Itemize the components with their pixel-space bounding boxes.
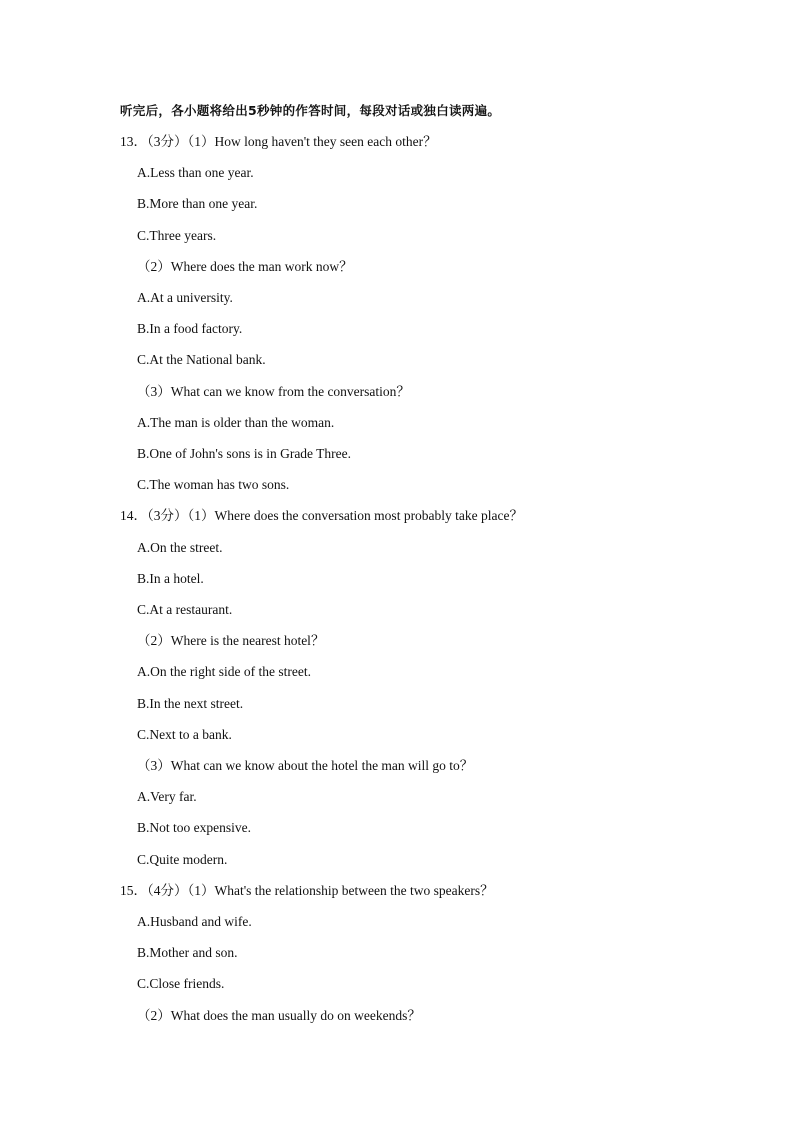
answer-option: B.Not too expensive. — [137, 820, 251, 836]
answer-option: A.The man is older than the woman. — [137, 414, 335, 430]
answer-option: A.Very far. — [137, 789, 197, 805]
answer-option: C.Quite modern. — [137, 851, 228, 867]
answer-option: B.In the next street. — [137, 695, 244, 711]
instructions-text: 听完后，各小题将给出5秒钟的作答时间，每段对话或独白读两遍。 — [120, 103, 501, 118]
question-heading: 14．（3分）（1）Where does the conversation most probably take place？ — [120, 508, 524, 524]
answer-option: A.On the right side of the street. — [137, 664, 311, 680]
sub-question: （2）Where is the nearest hotel？ — [137, 633, 325, 649]
question-heading: 15．（4分）（1）What's the relationship between the two speakers？ — [120, 882, 494, 898]
answer-option: C.Close friends. — [137, 976, 225, 992]
answer-option: B.In a food factory. — [137, 321, 243, 337]
answer-option: A.At a university. — [137, 290, 233, 305]
answer-option: B.One of John's sons is in Grade Three. — [137, 446, 352, 461]
question-heading: 13．（3分）（1）How long haven't they seen each other？ — [120, 134, 437, 149]
answer-option: C.The woman has two sons. — [137, 477, 290, 493]
answer-option: C.At a restaurant. — [137, 602, 233, 617]
answer-option: A.On the street. — [137, 539, 223, 555]
answer-option: A.Husband and wife. — [137, 914, 252, 929]
sub-question: （2）What does the man usually do on weekends？ — [137, 1007, 421, 1023]
sub-question: （3）What can we know from the conversation？ — [137, 383, 410, 399]
answer-option: B.More than one year. — [137, 196, 258, 212]
sub-question: （2）Where does the man work now？ — [137, 258, 353, 274]
answer-option: C.Next to a bank. — [137, 726, 232, 742]
answer-option: C.At the National bank. — [137, 352, 266, 368]
answer-option: B.Mother and son. — [137, 945, 238, 961]
answer-option: C.Three years. — [137, 227, 217, 243]
sub-question: （3）What can we know about the hotel the man will go to？ — [137, 758, 474, 773]
answer-option: A.Less than one year. — [137, 165, 254, 181]
answer-option: B.In a hotel. — [137, 570, 204, 586]
